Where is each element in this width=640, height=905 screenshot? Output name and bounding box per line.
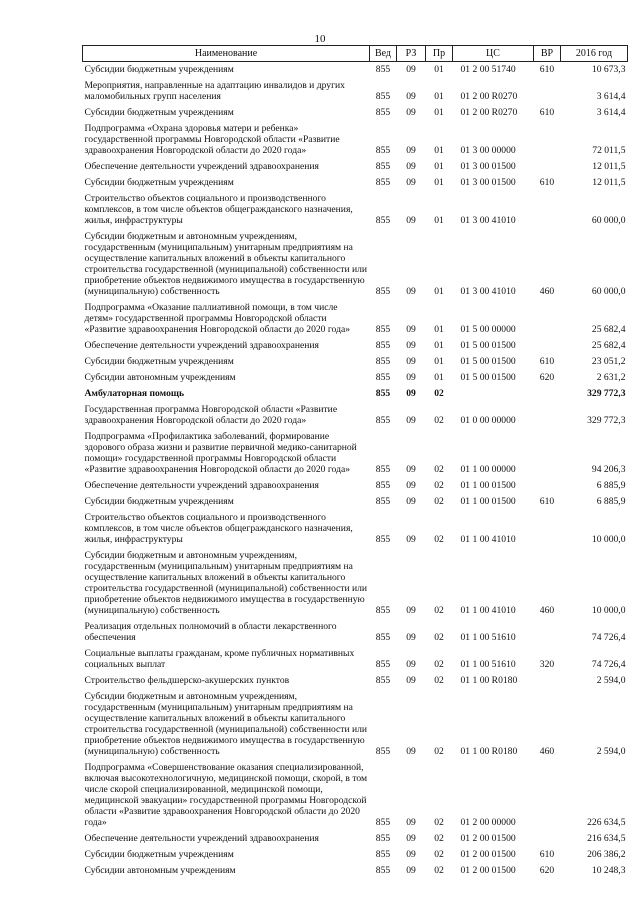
header-cs: ЦС: [453, 46, 534, 62]
table-body: [83, 62, 628, 880]
cell-ved: 855: [375, 388, 391, 399]
table-row: [83, 646, 628, 673]
cell-vr: 610: [539, 496, 555, 507]
cell-cs: 01 2 00 01500: [460, 833, 516, 844]
cell-ved: 855: [375, 605, 391, 616]
cell-cs: 01 3 00 41010: [460, 286, 516, 297]
cell-pr: 02: [434, 833, 444, 844]
cell-cs: 01 0 00 00000: [460, 415, 516, 426]
cell-ved: 855: [375, 659, 391, 670]
table-row: [83, 831, 628, 847]
cell-pr: 01: [434, 286, 444, 297]
cell-pr: 02: [434, 659, 444, 670]
cell-cs: 01 1 00 41010: [460, 605, 516, 616]
page-number: 10: [314, 33, 326, 45]
cell-rz: 09: [406, 534, 416, 545]
cell-sum: 23 051,2: [591, 356, 626, 367]
cell-vr: [534, 402, 561, 429]
table-row: [83, 121, 628, 159]
cell-name: Реализация отдельных полномочий в области лекарственного обеспечения: [84, 621, 337, 643]
table-row: [83, 689, 628, 760]
cell-rz: 09: [406, 177, 416, 188]
header-rz: РЗ: [397, 46, 426, 62]
cell-pr: 01: [434, 356, 444, 367]
cell-pr: 02: [434, 534, 444, 545]
cell-rz: 09: [406, 215, 416, 226]
cell-vr: [534, 760, 561, 831]
cell-rz: 09: [406, 746, 416, 757]
cell-cs: 01 2 00 01500: [460, 865, 516, 876]
cell-vr: [534, 338, 561, 354]
cell-pr: 01: [434, 64, 444, 75]
cell-rz: 09: [406, 675, 416, 686]
cell-vr: [534, 478, 561, 494]
cell-vr: 460: [539, 605, 555, 616]
cell-name: Субсидии бюджетным учреждениям: [84, 177, 234, 188]
cell-pr: 02: [434, 746, 444, 757]
cell-rz: 09: [406, 64, 416, 75]
cell-vr: 460: [539, 286, 555, 297]
cell-pr: 01: [434, 177, 444, 188]
cell-vr: 320: [539, 659, 555, 670]
cell-vr: [534, 300, 561, 338]
cell-ved: 855: [375, 464, 391, 475]
cell-name: Обеспечение деятельности учреждений здравоохранения: [84, 161, 319, 172]
cell-sum: 60 000,0: [591, 215, 626, 226]
cell-name: Субсидии бюджетным учреждениям: [84, 356, 234, 367]
cell-pr: 02: [434, 817, 444, 828]
cell-sum: 10 000,0: [591, 534, 626, 545]
cell-pr: 02: [434, 865, 444, 876]
cell-sum: 2 594,0: [596, 675, 626, 686]
cell-name: Строительство объектов социального и производственного комплексов, в том числе объектов общегражданского назначения, жилья, инфраструктуры: [84, 512, 353, 545]
cell-cs: 01 2 00 R0270: [460, 107, 518, 118]
cell-pr: 01: [434, 91, 444, 102]
cell-pr: 02: [434, 415, 444, 426]
cell-sum: 25 682,4: [591, 340, 626, 351]
cell-cs: 01 1 00 01500: [460, 496, 516, 507]
cell-pr: 01: [434, 145, 444, 156]
cell-ved: 855: [375, 817, 391, 828]
cell-ved: 855: [375, 675, 391, 686]
table-row: [83, 191, 628, 229]
table-row: [83, 300, 628, 338]
cell-vr: [534, 159, 561, 175]
cell-pr: 02: [434, 496, 444, 507]
table-row: [83, 159, 628, 175]
cell-pr: 01: [434, 107, 444, 118]
table-row: [83, 863, 628, 879]
cell-pr: 01: [434, 340, 444, 351]
cell-sum: 2 631,2: [596, 372, 626, 383]
table-row: [83, 548, 628, 619]
cell-sum: 216 634,5: [587, 833, 626, 844]
cell-pr: 02: [434, 605, 444, 616]
cell-rz: 09: [406, 480, 416, 491]
cell-rz: 09: [406, 833, 416, 844]
header-ved: Вед: [370, 46, 397, 62]
table-row: [83, 370, 628, 386]
table-row: [83, 354, 628, 370]
cell-vr: 610: [539, 64, 555, 75]
table-header-row: [83, 46, 628, 62]
cell-vr: 460: [539, 746, 555, 757]
cell-sum: 3 614,4: [596, 107, 626, 118]
cell-rz: 09: [406, 865, 416, 876]
table-row: [83, 78, 628, 105]
cell-rz: 09: [406, 464, 416, 475]
cell-rz: 09: [406, 324, 416, 335]
header-name: Наименование: [83, 46, 370, 62]
cell-cs: 01 5 00 01500: [460, 340, 516, 351]
cell-sum: 2 594,0: [596, 746, 626, 757]
cell-sum: 10 000,0: [591, 605, 626, 616]
cell-name: Амбулаторная помощь: [84, 388, 185, 399]
cell-ved: 855: [375, 849, 391, 860]
cell-rz: 09: [406, 632, 416, 643]
cell-vr: [534, 191, 561, 229]
cell-rz: 09: [406, 849, 416, 860]
cell-ved: 855: [375, 865, 391, 876]
cell-vr: 610: [539, 356, 555, 367]
table-row: [83, 619, 628, 646]
cell-sum: 60 000,0: [591, 286, 626, 297]
cell-name: Субсидии автономным учреждениям: [84, 372, 236, 383]
cell-name: Субсидии автономным учреждениям: [84, 865, 236, 876]
cell-rz: 09: [406, 605, 416, 616]
table-row: [83, 510, 628, 548]
cell-vr: 620: [539, 865, 555, 876]
table-row: [83, 494, 628, 510]
cell-pr: 02: [434, 464, 444, 475]
cell-pr: 01: [434, 161, 444, 172]
cell-ved: 855: [375, 286, 391, 297]
cell-cs: 01 5 00 01500: [460, 356, 516, 367]
cell-vr: [534, 78, 561, 105]
cell-ved: 855: [375, 356, 391, 367]
cell-vr: [534, 386, 561, 402]
cell-vr: 620: [539, 372, 555, 383]
header-vr: ВР: [534, 46, 561, 62]
cell-sum: 25 682,4: [591, 324, 626, 335]
cell-name: Обеспечение деятельности учреждений здравоохранения: [84, 833, 319, 844]
cell-cs: 01 3 00 41010: [460, 215, 516, 226]
table-row: [83, 847, 628, 863]
cell-name: Подпрограмма «Оказание паллиативной помощи, в том числе детям» государственной программы Новгородской области «Развитие здравоохранения Новгородской области до 2020 года»: [84, 302, 351, 335]
cell-name: Субсидии бюджетным и автономным учреждениям, государственным (муниципальным) унитарным предприятиям на осуществление капитальных вложений в объекты капитального строительства государственной (муниципальной) собственности или приобретение объектов недвижимого имущества в государственную (муниципальную) собственность: [84, 691, 368, 757]
cell-ved: 855: [375, 534, 391, 545]
cell-name: Подпрограмма «Профилактика заболеваний, формирование здорового образа жизни и развитие первичной медико-санитарной помощи» государственной программы Новгородской области «Развитие здравоохранения Новгородской области до 2020 года»: [84, 431, 357, 475]
cell-ved: 855: [375, 632, 391, 643]
cell-sum: 6 885,9: [596, 496, 626, 507]
cell-cs: 01 1 00 01500: [460, 480, 516, 491]
cell-cs: 01 2 00 51740: [460, 64, 516, 75]
cell-sum: 10 248,3: [591, 865, 626, 876]
cell-cs: 01 5 00 01500: [460, 372, 516, 383]
header-sum: 2016 год: [561, 46, 628, 62]
cell-name: Подпрограмма «Охрана здоровья матери и ребенка» государственной программы Новгородской области «Развитие здравоохранения Новгородской области до 2020 года»: [84, 123, 340, 156]
cell-ved: 855: [375, 340, 391, 351]
cell-cs: 01 3 00 01500: [460, 161, 516, 172]
cell-pr: 01: [434, 215, 444, 226]
table-row: [83, 175, 628, 191]
cell-ved: 855: [375, 177, 391, 188]
cell-sum: 226 634,5: [587, 817, 626, 828]
cell-ved: 855: [375, 746, 391, 757]
cell-rz: 09: [406, 817, 416, 828]
cell-ved: 855: [375, 372, 391, 383]
cell-sum: 3 614,4: [596, 91, 626, 102]
cell-rz: 09: [406, 372, 416, 383]
table-row: [83, 478, 628, 494]
cell-cs: 01 3 00 00000: [460, 145, 516, 156]
cell-cs: 01 5 00 00000: [460, 324, 516, 335]
header-pr: Пр: [426, 46, 453, 62]
table-row: [83, 429, 628, 478]
cell-vr: 610: [539, 849, 555, 860]
table-row: [83, 386, 628, 402]
cell-rz: 09: [406, 415, 416, 426]
cell-sum: 74 726,4: [591, 659, 626, 670]
cell-vr: [534, 121, 561, 159]
cell-rz: 09: [406, 286, 416, 297]
cell-rz: 09: [406, 356, 416, 367]
cell-name: Обеспечение деятельности учреждений здравоохранения: [84, 340, 319, 351]
cell-pr: 02: [434, 388, 444, 399]
cell-ved: 855: [375, 324, 391, 335]
cell-rz: 09: [406, 107, 416, 118]
cell-cs: 01 2 00 01500: [460, 849, 516, 860]
cell-cs: 01 1 00 R0180: [460, 675, 518, 686]
cell-rz: 09: [406, 340, 416, 351]
cell-vr: [534, 673, 561, 689]
cell-sum: 6 885,9: [596, 480, 626, 491]
cell-ved: 855: [375, 107, 391, 118]
cell-ved: 855: [375, 215, 391, 226]
cell-cs: 01 1 00 R0180: [460, 746, 518, 757]
table-row: [83, 760, 628, 831]
cell-cs: 01 1 00 00000: [460, 464, 516, 475]
cell-pr: 01: [434, 372, 444, 383]
cell-cs: 01 2 00 R0270: [460, 91, 518, 102]
cell-sum: 329 772,3: [587, 388, 626, 399]
cell-name: Государственная программа Новгородской области «Развитие здравоохранения Новгородской области до 2020 года»: [84, 404, 338, 426]
cell-sum: 12 011,5: [592, 177, 626, 188]
cell-pr: 02: [434, 480, 444, 491]
cell-cs: 01 3 00 01500: [460, 177, 516, 188]
cell-rz: 09: [406, 161, 416, 172]
table-row: [83, 673, 628, 689]
cell-pr: 01: [434, 324, 444, 335]
table-row: [83, 229, 628, 300]
cell-ved: 855: [375, 145, 391, 156]
cell-cs: 01 1 00 51610: [460, 632, 516, 643]
cell-rz: 09: [406, 496, 416, 507]
cell-ved: 855: [375, 161, 391, 172]
table-row: [83, 105, 628, 121]
cell-cs: [453, 386, 534, 402]
cell-sum: 10 673,3: [591, 64, 626, 75]
cell-cs: 01 1 00 41010: [460, 534, 516, 545]
cell-name: Строительство объектов социального и производственного комплексов, в том числе объектов общегражданского назначения, жилья, инфраструктуры: [84, 193, 353, 226]
cell-cs: 01 1 00 51610: [460, 659, 516, 670]
cell-sum: 94 206,3: [591, 464, 626, 475]
cell-sum: 206 386,2: [587, 849, 626, 860]
cell-ved: 855: [375, 415, 391, 426]
cell-rz: 09: [406, 145, 416, 156]
cell-sum: 72 011,5: [592, 145, 626, 156]
cell-pr: 02: [434, 675, 444, 686]
cell-ved: 855: [375, 91, 391, 102]
cell-vr: [534, 831, 561, 847]
cell-name: Социальные выплаты гражданам, кроме публичных нормативных социальных выплат: [84, 648, 355, 670]
cell-name: Подпрограмма «Совершенствование оказания специализированной, включая высокотехнологичную, медицинской помощи, скорой, в том числе скорой специализированной, медицинской помощи, медицинской эвакуации» государственной программы Новгородской области «Развитие здравоохранения Новгородской области до 2020 года»: [84, 762, 368, 828]
cell-name: Субсидии бюджетным учреждениям: [84, 64, 234, 75]
cell-name: Субсидии бюджетным учреждениям: [84, 496, 234, 507]
cell-rz: 09: [406, 659, 416, 670]
table-row: [83, 62, 628, 79]
cell-sum: 329 772,3: [587, 415, 626, 426]
cell-rz: 09: [406, 388, 416, 399]
cell-ved: 855: [375, 833, 391, 844]
cell-cs: 01 2 00 00000: [460, 817, 516, 828]
cell-name: Субсидии бюджетным и автономным учреждениям, государственным (муниципальным) унитарным предприятиям на осуществление капитальных вложений в объекты капитального строительства государственной (муниципальной) собственности или приобретение объектов недвижимого имущества в государственную (муниципальную) собственность: [84, 550, 368, 616]
cell-vr: [534, 429, 561, 478]
cell-rz: 09: [406, 91, 416, 102]
cell-sum: 74 726,4: [591, 632, 626, 643]
cell-name: Обеспечение деятельности учреждений здравоохранения: [84, 480, 319, 491]
cell-ved: 855: [375, 480, 391, 491]
cell-ved: 855: [375, 64, 391, 75]
cell-sum: 12 011,5: [592, 161, 626, 172]
table-row: [83, 402, 628, 429]
cell-ved: 855: [375, 496, 391, 507]
cell-vr: [534, 510, 561, 548]
cell-pr: 02: [434, 632, 444, 643]
cell-vr: [534, 619, 561, 646]
cell-pr: 02: [434, 849, 444, 860]
cell-name: Субсидии бюджетным и автономным учреждениям, государственным (муниципальным) унитарным предприятиям на осуществление капитальных вложений в объекты капитального строительства государственной (муниципальной) собственности или приобретение объектов недвижимого имущества в государственную (муниципальную) собственность: [84, 231, 368, 297]
budget-table: [82, 45, 628, 879]
cell-vr: 610: [539, 107, 555, 118]
cell-name: Субсидии бюджетным учреждениям: [84, 849, 234, 860]
table-row: [83, 338, 628, 354]
cell-name: Строительство фельдшерско-акушерских пунктов: [84, 675, 290, 686]
cell-vr: 610: [539, 177, 555, 188]
cell-name: Субсидии бюджетным учреждениям: [84, 107, 234, 118]
cell-name: Мероприятия, направленные на адаптацию инвалидов и других маломобильных групп населения: [84, 80, 345, 102]
